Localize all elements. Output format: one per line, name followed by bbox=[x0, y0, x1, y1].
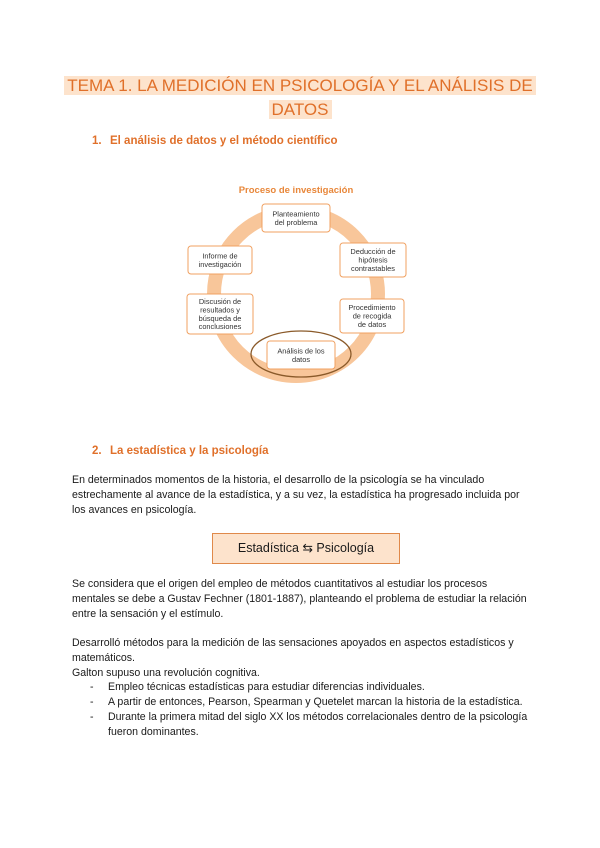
bullet-marker: - bbox=[90, 711, 94, 723]
paragraph-3: Desarrolló métodos para la medición de las sensaciones apoyados en aspectos estadísticos y matemáticos. bbox=[72, 637, 514, 664]
bullet-marker: - bbox=[90, 696, 94, 708]
section-2-title: La estadística y la psicología bbox=[110, 445, 269, 457]
paragraph-4: Galton supuso una revolución cognitiva. bbox=[72, 667, 260, 679]
list-item-text: Empleo técnicas estadísticas para estudiar diferencias individuales. bbox=[108, 681, 425, 693]
step-results-discussion-label: resultados y bbox=[200, 305, 240, 315]
list-item bbox=[72, 695, 528, 710]
list-item-text: A partir de entonces, Pearson, Spearman y Quetelet marcan la historia de la estadística. bbox=[108, 696, 523, 708]
document-title: TEMA 1. LA MEDICIÓN EN PSICOLOGÍA Y EL ANÁLISIS DE DATOS bbox=[60, 74, 540, 122]
list-item bbox=[72, 710, 528, 740]
section-2-heading bbox=[92, 445, 269, 457]
paragraph-1: En determinados momentos de la historia, el desarrollo de la psicología se ha vinculado estrechamente al avance de la estadística, y a su vez, la estadística ha progresado incluida por los avances en psicología. bbox=[72, 474, 520, 516]
list-item-text: Durante la primera mitad del siglo XX los métodos correlacionales dentro de la psicología fueron dominantes. bbox=[108, 711, 528, 738]
step-data-collection-label: de recogida bbox=[352, 311, 392, 321]
section-1-title: El análisis de datos y el método científico bbox=[110, 135, 338, 147]
list-item bbox=[72, 680, 528, 695]
section-1-number: 1. bbox=[92, 135, 102, 147]
step-results-discussion-label: búsqueda de bbox=[198, 313, 242, 323]
step-hypothesis-deduction-label: Deducción de bbox=[350, 247, 396, 257]
step-results-discussion-label: Discusión de bbox=[198, 297, 242, 306]
step-results-discussion-label: conclusiones bbox=[198, 322, 242, 332]
section-2-number: 2. bbox=[92, 445, 102, 457]
research-process-diagram bbox=[150, 178, 450, 390]
step-problem-statement-label: Planteamiento bbox=[272, 209, 320, 219]
bullet-list bbox=[72, 680, 528, 740]
step-problem-statement-label: del problema bbox=[274, 217, 318, 227]
step-data-analysis-label: Análisis de los bbox=[277, 346, 325, 356]
step-data-analysis-label: datos bbox=[291, 354, 311, 364]
step-data-collection-label: de datos bbox=[357, 320, 387, 329]
step-research-report-label: investigación bbox=[198, 259, 242, 269]
diagram-title: Proceso de investigación bbox=[238, 185, 354, 196]
step-hypothesis-deduction-label: hipótesis bbox=[358, 255, 388, 265]
step-data-collection-label: Procedimiento bbox=[348, 303, 396, 313]
statistics-psychology-box: Estadística ⇆ Psicología bbox=[212, 533, 400, 564]
bullet-marker: - bbox=[90, 681, 94, 693]
section-1-heading bbox=[92, 135, 338, 147]
paragraph-2: Se considera que el origen del empleo de métodos cuantitativos al estudiar los procesos mentales se debe a Gustav Fechner (1801-1887), planteando el problema de estudiar la relación entre la sensación y el estímulo. bbox=[72, 578, 527, 620]
step-hypothesis-deduction-label: contrastables bbox=[351, 264, 395, 273]
step-research-report-label: Informe de bbox=[202, 251, 238, 261]
